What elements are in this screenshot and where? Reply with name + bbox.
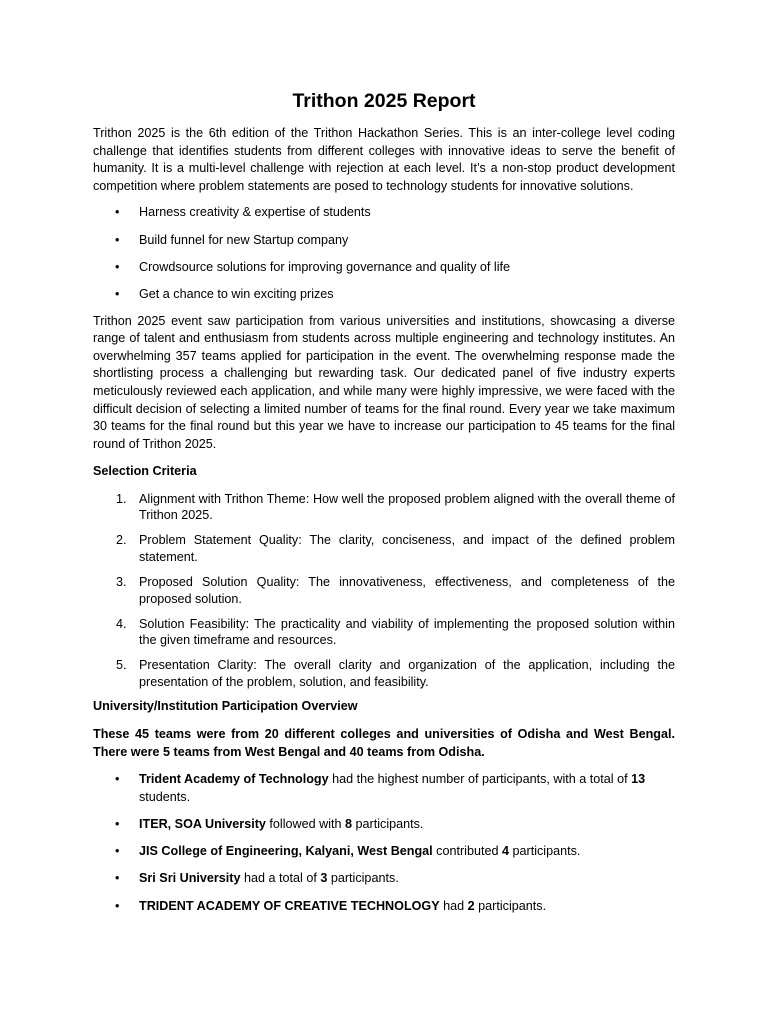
list-item [93, 574, 675, 607]
criterion-number: 4. [116, 616, 127, 631]
criterion-text: Alignment with Trithon Theme: How well the proposed problem aligned with the overall theme of Trithon 2025. [139, 491, 675, 523]
bullet-icon: • [115, 844, 120, 859]
list-item [93, 843, 675, 861]
list-item [93, 491, 675, 524]
criterion-number: 1. [116, 491, 127, 506]
institution-text: participants. [352, 816, 424, 831]
institution-count: 2 [467, 898, 475, 913]
criterion-number: 3. [116, 575, 127, 590]
list-item [93, 286, 675, 304]
bullet-icon: • [115, 232, 120, 247]
page-title: Trithon 2025 Report [292, 90, 476, 112]
goal-text: Crowdsource solutions for improving governance and quality of life [139, 259, 511, 274]
institution-text: had [439, 898, 468, 913]
participation-paragraph: Trithon 2025 event saw participation from various universities and institutions, showcasing a diverse range of talent and enthusiasm from students across multiple engineering and technology institutes. An overwhelming 357 teams applied for participation in the event. The overwhelming response made the shortlisting process a challenging but rewarding task. Our dedicated panel of five industry experts meticulously reviewed each application, and while many were highly impressive, we were faced with the difficult decision of selecting a limited number of teams for the final round. Every year we take maximum 30 teams for the final round but this year we have to increase our participation to 45 teams for the final round of Trithon 2025. [93, 313, 675, 451]
overview-heading: University/Institution Participation Overview [93, 699, 358, 714]
institution-text: followed with [265, 816, 346, 831]
institution-count: 8 [345, 816, 353, 831]
list-item [93, 816, 675, 834]
overview-summary: These 45 teams were from 20 different colleges and universities of Odisha and West Bengal. There were 5 teams from West Bengal and 40 teams from Odisha. [93, 726, 675, 759]
criterion-number: 5. [116, 658, 127, 673]
selection-criteria-heading: Selection Criteria [93, 464, 197, 479]
institution-text: had a total of [240, 871, 321, 886]
list-item [93, 204, 675, 222]
institutions-list [93, 771, 675, 915]
institution-count: 3 [320, 871, 328, 886]
list-item [93, 898, 675, 916]
list-item [93, 259, 675, 277]
list-item [93, 532, 675, 565]
institution-text: contributed [432, 844, 502, 859]
institution-text: had the highest number of participants, with a total of [328, 772, 632, 787]
goals-list [93, 204, 675, 303]
list-item [93, 616, 675, 649]
goal-text: Harness creativity & expertise of students [139, 205, 371, 220]
list-item [93, 232, 675, 250]
bullet-icon: • [115, 898, 120, 913]
bullet-icon: • [115, 871, 120, 886]
institution-name: TRIDENT ACADEMY OF CREATIVE TECHNOLOGY [139, 898, 440, 913]
goal-text: Build funnel for new Startup company [139, 232, 349, 247]
list-item [93, 771, 675, 806]
intro-paragraph: Trithon 2025 is the 6th edition of the Trithon Hackathon Series. This is an inter-college level coding challenge that identifies students from different colleges with innovative ideas to serve the benefit of humanity. It is a multi-level challenge with rejection at each level. It’s a non-stop product development competition where problem statements are posed to technology students for innovative solutions. [93, 126, 675, 193]
goal-text: Get a chance to win exciting prizes [139, 286, 334, 301]
institution-name: Trident Academy of Technology [139, 772, 329, 787]
bullet-icon: • [115, 772, 120, 787]
institution-name: Sri Sri University [139, 871, 241, 886]
list-item [93, 870, 675, 888]
institution-name: JIS College of Engineering, Kalyani, West Bengal [139, 844, 433, 859]
criterion-text: Proposed Solution Quality: The innovativeness, effectiveness, and completeness of the proposed solution. [139, 575, 675, 606]
institution-name: ITER, SOA University [139, 816, 266, 831]
criterion-text: Problem Statement Quality: The clarity, conciseness, and impact of the defined problem statement. [139, 533, 675, 565]
bullet-icon: • [115, 259, 120, 274]
institution-text: students. [139, 789, 191, 804]
bullet-icon: • [115, 816, 120, 831]
institution-text: participants. [474, 898, 547, 913]
criterion-text: Solution Feasibility: The practicality and viability of implementing the proposed solution within the given timeframe and resources. [139, 616, 675, 648]
institution-count: 13 [631, 772, 646, 787]
institution-text: participants. [327, 871, 399, 886]
institution-count: 4 [502, 844, 510, 859]
bullet-icon: • [115, 286, 120, 301]
institution-text: participants. [509, 844, 581, 859]
criterion-number: 2. [116, 533, 127, 548]
criterion-text: Presentation Clarity: The overall clarity and organization of the application, including the presentation of the problem, solution, and feasibility. [139, 658, 675, 689]
list-item [93, 657, 675, 690]
selection-criteria-list [93, 491, 675, 691]
bullet-icon: • [115, 205, 120, 220]
